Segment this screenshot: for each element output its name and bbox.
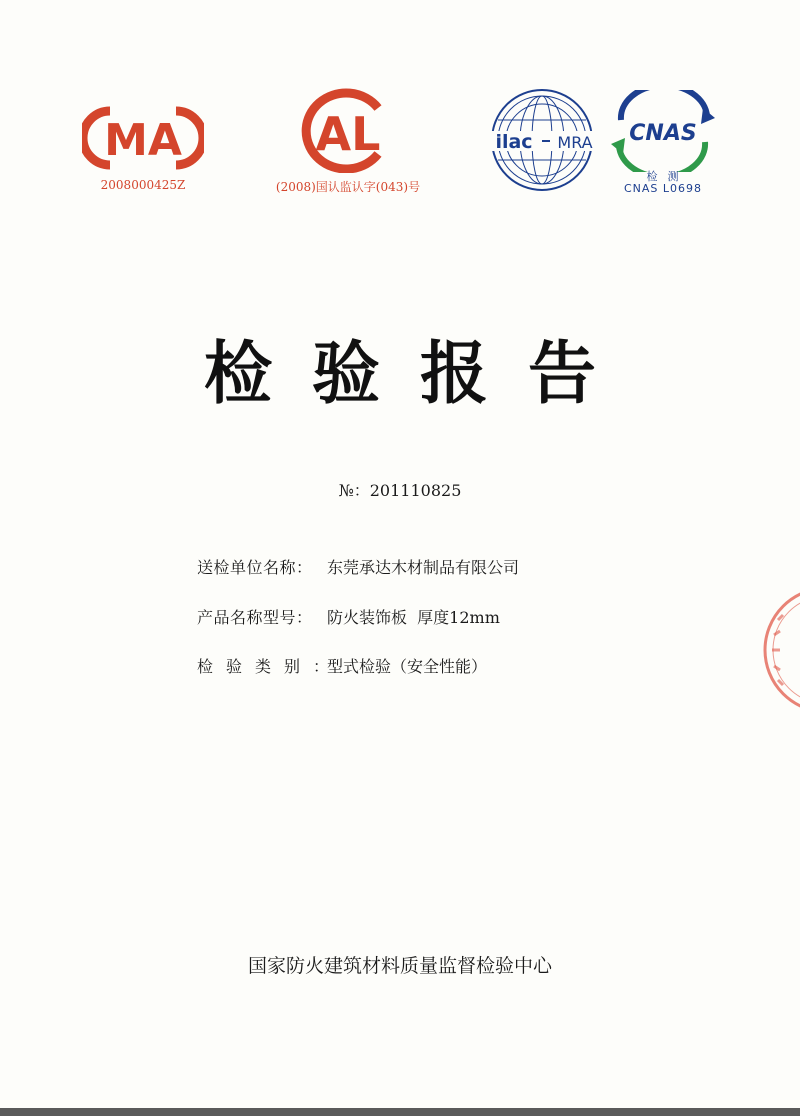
issuing-organization: 国家防火建筑材料质量监督检验中心 (247, 955, 552, 977)
cal-text: AL (315, 107, 381, 161)
official-seal (752, 580, 800, 720)
field-value-category: 型式检验（安全性能） (327, 657, 488, 676)
field-row-product (197, 605, 500, 628)
field-value-product: 防火装饰板 厚度12mm (327, 608, 500, 627)
report-number: №：201110825 (338, 481, 462, 500)
field-label-product: 产品名称型号： (197, 608, 313, 627)
cnas-logo (607, 90, 719, 172)
cnas-code: CNAS L0698 (623, 182, 703, 195)
cnas-text: CNAS (629, 121, 697, 146)
field-label-sender: 送检单位名称： (197, 558, 313, 577)
ilac-text: ilac (495, 131, 533, 153)
field-row-category (197, 654, 487, 677)
field-label-category: 检验类别： (197, 657, 343, 676)
mra-text: MRA (557, 133, 593, 152)
cma-logo (82, 103, 204, 173)
cma-mark-icon (82, 103, 204, 173)
field-row-sender (197, 555, 519, 578)
cma-code: 2008000425Z (100, 178, 186, 192)
cnas-mark-icon (607, 90, 719, 172)
cal-mark-icon (293, 88, 403, 173)
document-title: 检验报告 (203, 335, 636, 414)
cal-logo (293, 88, 403, 173)
cal-caption: (2008)国认监认字(043)号 (275, 180, 421, 194)
field-value-sender: 东莞承达木材制品有限公司 (327, 558, 520, 577)
seal-stamp-icon (752, 580, 800, 720)
cnas-sub-label: 检 测 (646, 170, 680, 183)
ilac-mra-logo (484, 86, 600, 194)
bottom-edge-divider (0, 1108, 800, 1116)
cma-text: MA (104, 115, 182, 166)
ilac-globe-icon (484, 86, 600, 194)
